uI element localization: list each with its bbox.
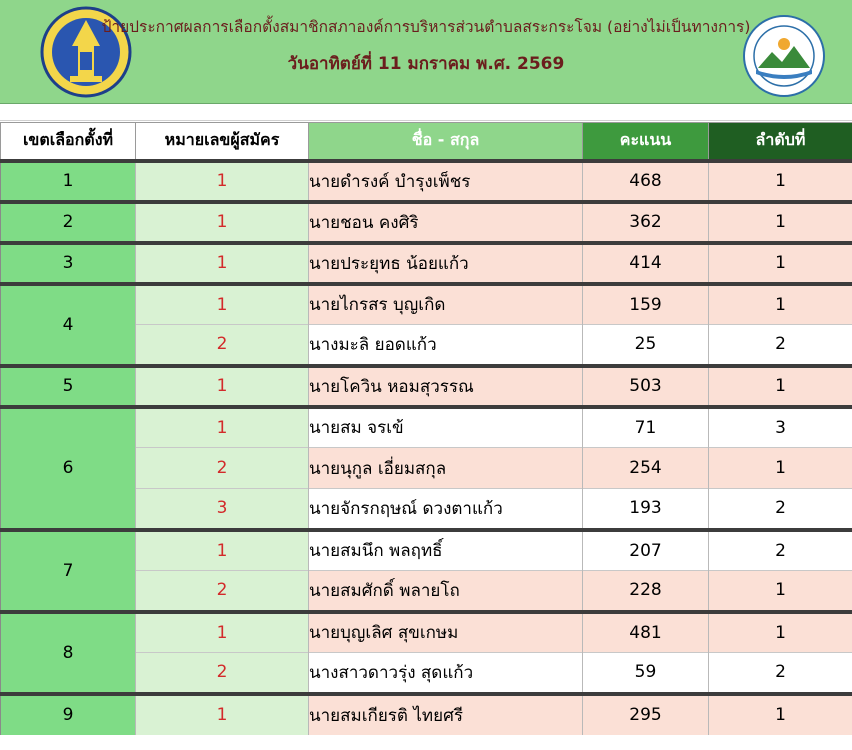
candidate-number-cell[interactable]: 1: [136, 243, 309, 284]
score-cell[interactable]: 295: [583, 694, 709, 735]
blank-row: [0, 104, 852, 121]
zone-cell[interactable]: 7: [1, 530, 136, 612]
results-body: [1, 161, 852, 735]
zone-cell[interactable]: 4: [1, 284, 136, 366]
rank-cell[interactable]: 1: [709, 612, 852, 653]
score-cell[interactable]: 503: [583, 366, 709, 407]
candidate-name-cell[interactable]: นายโควิน หอมสุวรรณ: [309, 366, 583, 407]
rank-column-header: ลำดับที่: [709, 123, 852, 161]
candidate-name-cell[interactable]: นายนุกูล เอี่ยมสกุล: [309, 448, 583, 489]
table-row[interactable]: [1, 694, 852, 735]
rank-cell[interactable]: 1: [709, 366, 852, 407]
zone-cell[interactable]: 6: [1, 407, 136, 530]
candidate-name-cell[interactable]: นายสมเกียรติ ไทยศรี: [309, 694, 583, 735]
candidate-name-cell[interactable]: นายบุญเลิศ สุขเกษม: [309, 612, 583, 653]
candidate-number-cell[interactable]: 1: [136, 612, 309, 653]
rank-cell[interactable]: 1: [709, 448, 852, 489]
table-row[interactable]: [1, 284, 852, 325]
rank-cell[interactable]: 1: [709, 161, 852, 202]
header-banner: [0, 0, 852, 104]
table-row[interactable]: [1, 407, 852, 448]
score-cell[interactable]: 193: [583, 489, 709, 530]
candidate-number-column-header: หมายเลขผู้สมัคร: [136, 123, 309, 161]
candidate-name-cell[interactable]: นางสาวดาวรุ่ง สุดแก้ว: [309, 653, 583, 694]
candidate-name-cell[interactable]: นายดำรงค์ บำรุงเพ็ชร: [309, 161, 583, 202]
rank-cell[interactable]: 1: [709, 284, 852, 325]
rank-cell[interactable]: 1: [709, 694, 852, 735]
candidate-number-cell[interactable]: 3: [136, 489, 309, 530]
score-cell[interactable]: 228: [583, 571, 709, 612]
rank-cell[interactable]: 2: [709, 489, 852, 530]
rank-cell[interactable]: 1: [709, 243, 852, 284]
score-cell[interactable]: 71: [583, 407, 709, 448]
zone-cell[interactable]: 9: [1, 694, 136, 735]
candidate-number-cell[interactable]: 1: [136, 284, 309, 325]
score-cell[interactable]: 481: [583, 612, 709, 653]
score-column-header: คะแนน: [583, 123, 709, 161]
candidate-name-cell[interactable]: นายสมนึก พลฤทธิ์: [309, 530, 583, 571]
score-cell[interactable]: 25: [583, 325, 709, 366]
candidate-number-cell[interactable]: 2: [136, 571, 309, 612]
rank-cell[interactable]: 2: [709, 530, 852, 571]
zone-cell[interactable]: 1: [1, 161, 136, 202]
candidate-number-cell[interactable]: 1: [136, 530, 309, 571]
rank-cell[interactable]: 3: [709, 407, 852, 448]
table-row[interactable]: [1, 530, 852, 571]
score-cell[interactable]: 207: [583, 530, 709, 571]
candidate-number-cell[interactable]: 2: [136, 325, 309, 366]
zone-cell[interactable]: 8: [1, 612, 136, 694]
candidate-number-cell[interactable]: 1: [136, 161, 309, 202]
rank-cell[interactable]: 1: [709, 202, 852, 243]
table-row[interactable]: [1, 366, 852, 407]
rank-cell[interactable]: 2: [709, 653, 852, 694]
candidate-number-cell[interactable]: 2: [136, 653, 309, 694]
candidate-name-cell[interactable]: นายสม จรเข้: [309, 407, 583, 448]
candidate-name-cell[interactable]: นายประยุทธ น้อยแก้ว: [309, 243, 583, 284]
candidate-name-cell[interactable]: นางมะลิ ยอดแก้ว: [309, 325, 583, 366]
candidate-number-cell[interactable]: 1: [136, 407, 309, 448]
candidate-name-cell[interactable]: นายจักรกฤษณ์ ดวงตาแก้ว: [309, 489, 583, 530]
rank-cell[interactable]: 2: [709, 325, 852, 366]
zone-cell[interactable]: 3: [1, 243, 136, 284]
table-row[interactable]: [1, 161, 852, 202]
table-row[interactable]: [1, 243, 852, 284]
score-cell[interactable]: 468: [583, 161, 709, 202]
table-row[interactable]: [1, 612, 852, 653]
table-header-row: [1, 123, 852, 161]
announcement-date: วันอาทิตย์ที่ 11 มกราคม พ.ศ. 2569: [287, 54, 565, 74]
zone-cell[interactable]: 2: [1, 202, 136, 243]
announcement-title: ป้ายประกาศผลการเลือกตั้งสมาชิกสภาองค์การบริหารส่วนตำบลสระกระโจม (อย่างไม่เป็นทางการ): [101, 18, 751, 36]
zone-column-header: เขตเลือกตั้งที่: [1, 123, 136, 161]
candidate-name-cell[interactable]: นายสมศักดิ์ พลายโถ: [309, 571, 583, 612]
score-cell[interactable]: 159: [583, 284, 709, 325]
candidate-name-cell[interactable]: นายไกรสร บุญเกิด: [309, 284, 583, 325]
score-cell[interactable]: 59: [583, 653, 709, 694]
score-cell[interactable]: 414: [583, 243, 709, 284]
results-table: [0, 122, 852, 735]
name-column-header: ชื่อ - สกุล: [309, 123, 583, 161]
score-cell[interactable]: 362: [583, 202, 709, 243]
candidate-name-cell[interactable]: นายชอน คงศิริ: [309, 202, 583, 243]
rank-cell[interactable]: 1: [709, 571, 852, 612]
sao-logo: [742, 14, 826, 98]
zone-cell[interactable]: 5: [1, 366, 136, 407]
candidate-number-cell[interactable]: 1: [136, 366, 309, 407]
candidate-number-cell[interactable]: 1: [136, 202, 309, 243]
candidate-number-cell[interactable]: 1: [136, 694, 309, 735]
table-row[interactable]: [1, 202, 852, 243]
score-cell[interactable]: 254: [583, 448, 709, 489]
candidate-number-cell[interactable]: 2: [136, 448, 309, 489]
